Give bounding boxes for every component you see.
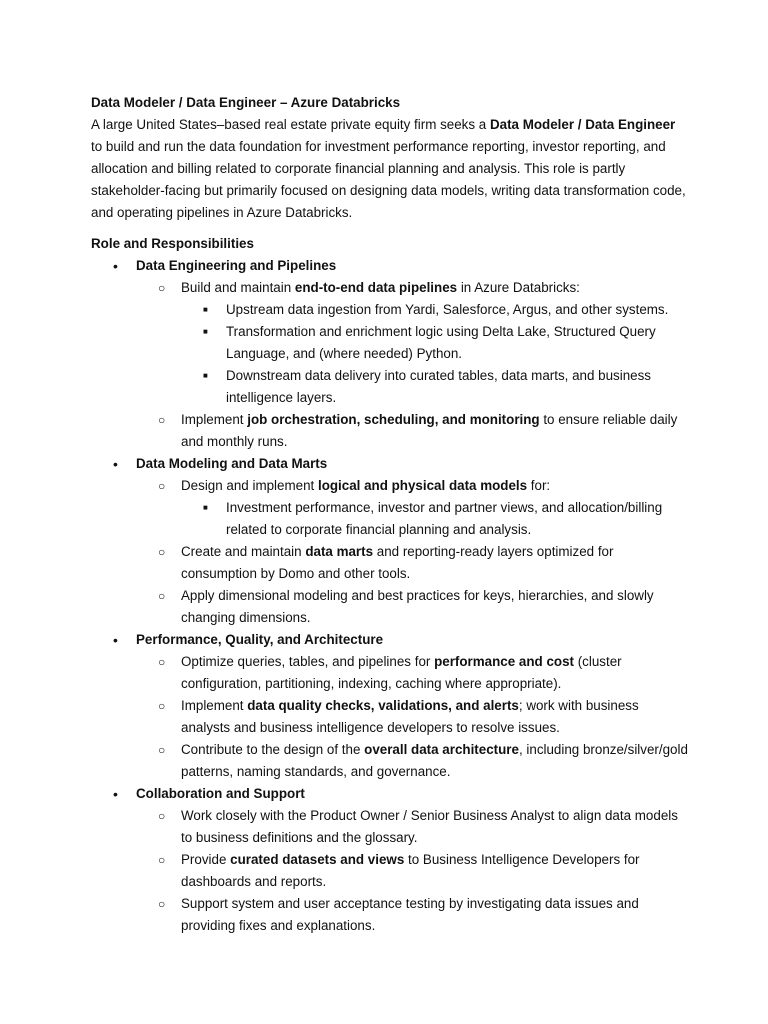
circle-bullet-icon: ○: [158, 743, 166, 757]
text-run: ; work with business analysts and business intelligence developers to resolve issues.: [181, 698, 639, 735]
bold-text: data marts: [305, 544, 374, 559]
square-bullet-icon: ■: [203, 305, 208, 314]
list-item-heading-performance: [91, 629, 688, 651]
bullet-icon: •: [113, 258, 118, 274]
text-run: Build and maintain: [181, 280, 295, 295]
responsibilities-list: [91, 255, 688, 937]
list-item-text: [181, 280, 580, 295]
list-item-text: [226, 324, 656, 361]
list-item-data-marts: [91, 541, 688, 585]
text-run: Design and implement: [181, 478, 318, 493]
text-run: to build and run the data foundation for investment performance reporting, investor reporting, and allocation and billing related to corporate financial planning and analysis. This role is partly stakeholder-facing but primarily focused on designing data models, writing data transformation code, and operating pipelines in Azure Databricks.: [91, 139, 686, 220]
list-item-dimensional-modeling: [91, 585, 688, 629]
list-item-model-scope: [91, 497, 688, 541]
list-item-support-testing: [91, 893, 688, 937]
list-item-job-orchestration: [91, 409, 688, 453]
circle-bullet-icon: ○: [158, 281, 166, 295]
list-item-data-quality: [91, 695, 688, 739]
bold-text: end-to-end data pipelines: [294, 280, 458, 295]
circle-bullet-icon: ○: [158, 655, 166, 669]
list-item-text: [181, 698, 639, 735]
circle-bullet-icon: ○: [158, 413, 166, 427]
list-item-build-pipelines: [91, 277, 688, 299]
circle-bullet-icon: ○: [158, 853, 166, 867]
circle-bullet-icon: ○: [158, 545, 166, 559]
list-item-optimize-queries: [91, 651, 688, 695]
text-run: Transformation and enrichment logic using Delta Lake, Structured Query Language, and (where needed) Python.: [226, 324, 656, 361]
text-run: Work closely with the Product Owner / Senior Business Analyst to align data models to business definitions and the glossary.: [181, 808, 678, 845]
list-item-text: [136, 258, 336, 273]
text-run: to ensure reliable daily and monthly runs.: [181, 412, 678, 449]
circle-bullet-icon: ○: [158, 479, 166, 493]
list-item-text: [181, 896, 639, 933]
bold-text: curated datasets and views: [230, 852, 405, 867]
bold-text: job orchestration, scheduling, and monitoring: [247, 412, 540, 427]
bold-text: Data Modeling and Data Marts: [136, 456, 328, 471]
text-run: Implement: [181, 412, 248, 427]
text-run: A large United States–based real estate private equity firm seeks a: [91, 117, 490, 132]
list-item-text: [136, 786, 305, 801]
list-item-data-architecture: [91, 739, 688, 783]
list-item-text: [181, 654, 622, 691]
text-run: Create and maintain: [181, 544, 306, 559]
text-run: and reporting-ready layers optimized for consumption by Domo and other tools.: [181, 544, 614, 581]
list-item-text: [181, 588, 654, 625]
list-item-work-with-po: [91, 805, 688, 849]
text-run: Provide: [181, 852, 231, 867]
circle-bullet-icon: ○: [158, 809, 166, 823]
square-bullet-icon: ■: [203, 503, 208, 512]
list-item-upstream-ingestion: [91, 299, 688, 321]
text-run: (cluster configuration, partitioning, indexing, caching where appropriate).: [181, 654, 622, 691]
text-run: Downstream data delivery into curated tables, data marts, and business intelligence layers.: [226, 368, 652, 405]
list-item-text: [181, 808, 678, 845]
list-item-text: [136, 456, 327, 471]
bold-text: Data Modeler / Data Engineer: [489, 117, 676, 132]
text-run: Support system and user acceptance testing by investigating data issues and providing fixes and explanations.: [181, 896, 639, 933]
text-run: for:: [527, 478, 551, 493]
list-item-heading-data-engineering: [91, 255, 688, 277]
text-run: Upstream data ingestion from Yardi, Salesforce, Argus, and other systems.: [226, 302, 669, 317]
bold-text: Performance, Quality, and Architecture: [136, 632, 384, 647]
text-run: in Azure Databricks:: [457, 280, 580, 295]
circle-bullet-icon: ○: [158, 589, 166, 603]
list-item-text: [226, 302, 668, 317]
circle-bullet-icon: ○: [158, 699, 166, 713]
text-run: Implement: [181, 698, 248, 713]
text-run: Investment performance, investor and partner views, and allocation/billing related to corporate financial planning and analysis.: [226, 500, 663, 537]
section-title: Role and Responsibilities: [91, 236, 254, 251]
square-bullet-icon: ■: [203, 327, 208, 336]
list-item-text: [181, 412, 677, 449]
bullet-icon: •: [113, 456, 118, 472]
text-run: Apply dimensional modeling and best practices for keys, hierarchies, and slowly changing dimensions.: [181, 588, 654, 625]
list-item-text: [226, 500, 662, 537]
document-title: Data Modeler / Data Engineer – Azure Databricks: [91, 95, 401, 110]
list-item-text: [181, 742, 688, 779]
text-run: Contribute to the design of the: [181, 742, 365, 757]
list-item-transformation-logic: [91, 321, 688, 365]
list-item-heading-data-modeling: [91, 453, 688, 475]
circle-bullet-icon: ○: [158, 897, 166, 911]
square-bullet-icon: ■: [203, 371, 208, 380]
list-item-text: [136, 632, 383, 647]
intro-paragraph: [91, 114, 688, 224]
text-run: to Business Intelligence Developers for dashboards and reports.: [181, 852, 640, 889]
bold-text: logical and physical data models: [317, 478, 528, 493]
bold-text: Data Engineering and Pipelines: [136, 258, 337, 273]
bold-text: data quality checks, validations, and alerts: [247, 698, 519, 713]
list-item-heading-collaboration: [91, 783, 688, 805]
list-item-text: [226, 368, 651, 405]
list-item-downstream-delivery: [91, 365, 688, 409]
list-item-text: [181, 478, 550, 493]
bold-text: Collaboration and Support: [136, 786, 305, 801]
list-item-text: [181, 544, 613, 581]
list-item-text: [181, 852, 640, 889]
text-run: Optimize queries, tables, and pipelines for: [181, 654, 435, 669]
bold-text: performance and cost: [434, 654, 574, 669]
bullet-icon: •: [113, 632, 118, 648]
text-run: , including bronze/silver/gold patterns, naming standards, and governance.: [181, 742, 688, 779]
bullet-icon: •: [113, 786, 118, 802]
list-item-design-models: [91, 475, 688, 497]
list-item-curated-datasets: [91, 849, 688, 893]
bold-text: overall data architecture: [364, 742, 519, 757]
